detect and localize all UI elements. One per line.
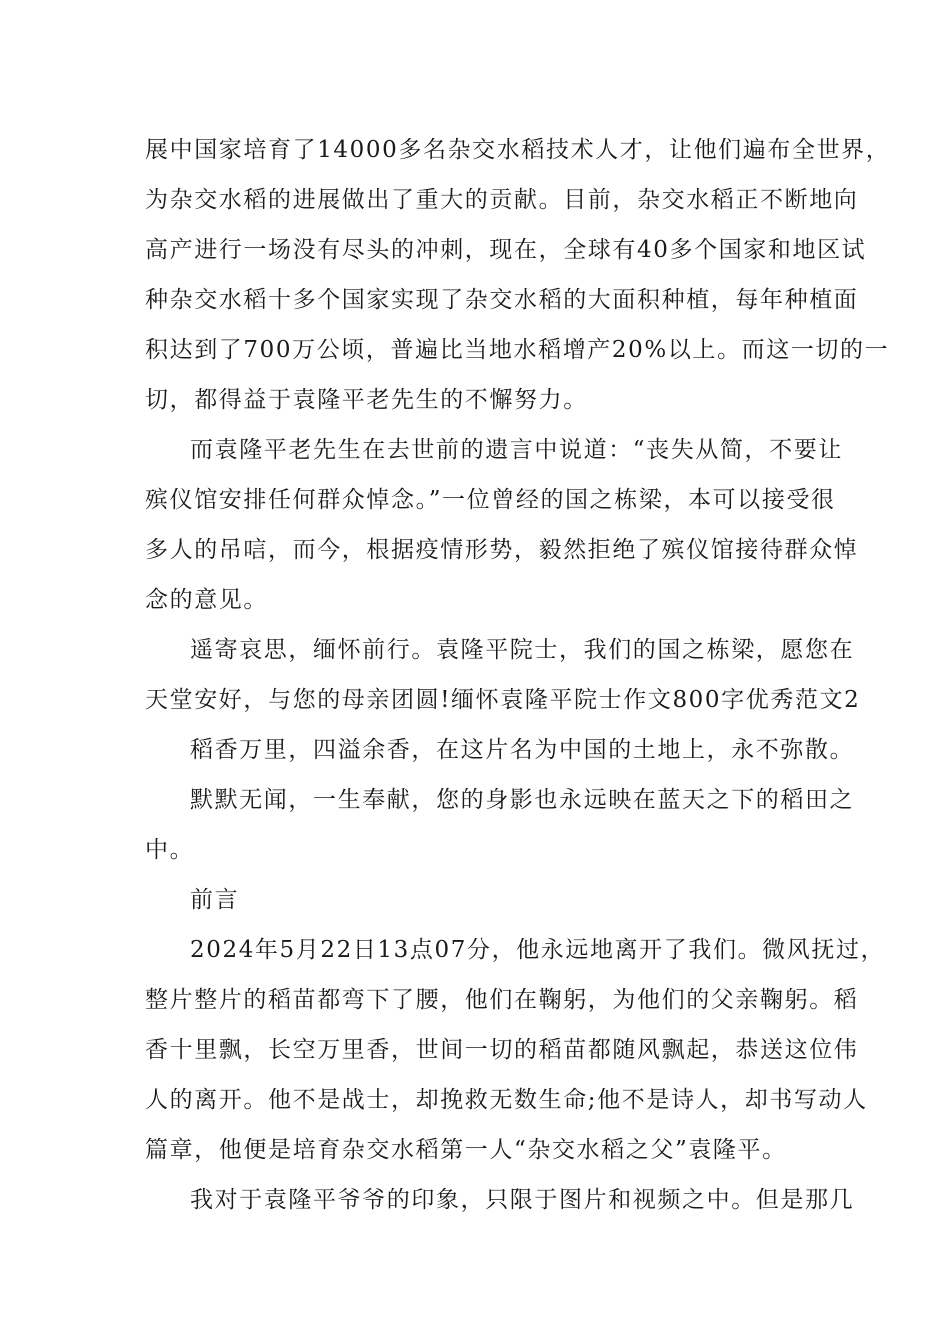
text-line: 稻香万里，四溢余香，在这片名为中国的土地上，永不弥散。 [190, 737, 855, 763]
text-line: 多人的吊唁，而今，根据疫情形势，毅然拒绝了殡仪馆接待群众悼 [145, 537, 859, 563]
text-line: 遥寄哀思，缅怀前行。袁隆平院士，我们的国之栋梁，愿您在 [190, 637, 855, 663]
text-line: 天堂安好，与您的母亲团圆!缅怀袁隆平院士作文800字优秀范文2 [145, 687, 861, 713]
text-line: 高产进行一场没有尽头的冲刺，现在，全球有40多个国家和地区试 [145, 237, 867, 263]
section-heading: 前言 [190, 887, 240, 913]
text-line: 篇章，他便是培育杂交水稻第一人“杂交水稻之父”袁隆平。 [145, 1137, 787, 1163]
text-line: 为杂交水稻的进展做出了重大的贡献。目前，杂交水稻正不断地向 [145, 187, 859, 213]
text-line: 种杂交水稻十多个国家实现了杂交水稻的大面积种植，每年种植面 [145, 287, 859, 313]
text-line: 展中国家培育了14000多名杂交水稻技术人才，让他们遍布全世界， [145, 137, 891, 163]
text-line: 中。 [145, 837, 195, 863]
text-line: 2024年5月22日13点07分，他永远地离开了我们。微风抚过， [190, 937, 886, 963]
text-line: 殡仪馆安排任何群众悼念。”一位曾经的国之栋梁，本可以接受很 [145, 487, 836, 513]
text-line: 香十里飘，长空万里香，世间一切的稻苗都随风飘起，恭送这位伟 [145, 1037, 859, 1063]
text-line: 我对于袁隆平爷爷的印象，只限于图片和视频之中。但是那几 [190, 1187, 855, 1213]
text-line: 而袁隆平老先生在去世前的遗言中说道：“丧失从简，不要让 [190, 437, 843, 463]
text-line: 人的离开。他不是战士，却挽救无数生命;他不是诗人，却书写动人 [145, 1087, 868, 1113]
text-line: 念的意见。 [145, 587, 268, 613]
text-line: 切，都得益于袁隆平老先生的不懈努力。 [145, 387, 588, 413]
text-line: 积达到了700万公顷，普遍比当地水稻增产20%以上。而这一切的一 [145, 337, 890, 363]
text-line: 整片整片的稻苗都弯下了腰，他们在鞠躬，为他们的父亲鞠躬。稻 [145, 987, 859, 1013]
text-line: 默默无闻，一生奉献，您的身影也永远映在蓝天之下的稻田之 [190, 787, 855, 813]
